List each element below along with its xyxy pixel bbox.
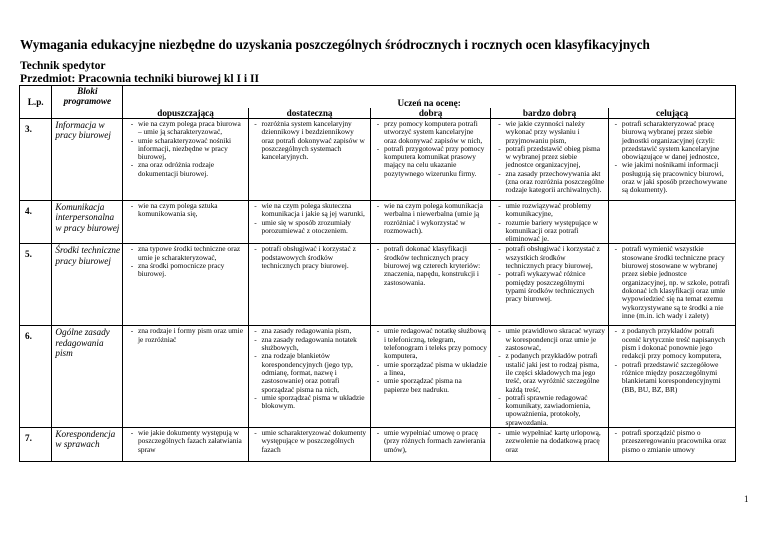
requirement-item: zna środki pomocnicze pracy biurowej. [137,261,225,279]
requirement-item: wie na czym polega komunikacja werbalna i niewerbalna (umie ją rozróżniać i wykorzystać w rozmowach). [383,201,483,235]
bullet-dash: - [130,119,134,128]
requirement-cell [376,244,490,326]
dash-column [609,201,621,244]
bullet-dash: - [254,351,257,361]
requirement-cell [130,428,248,462]
requirement-cell [254,244,370,326]
requirement-cell [376,201,490,244]
requirement-cell [254,326,370,428]
table-row [20,428,736,462]
bullet-dash: - [376,326,380,336]
bullet-dash: - [254,217,257,227]
page-number: 1 [744,494,749,504]
bullet-dash: - [614,244,618,254]
bullet-dash: - [254,201,257,210]
bullet-dash: - [376,359,380,369]
grade-col-header: dostateczną [248,108,371,119]
requirement-item: potrafi scharakteryzować pracę biurową wybranej przez siebie jednostki organizacyjnej (czyli: przedstawić system kancelaryjne obowiązujące w danej jednostce, [621,119,720,162]
row-number: 6. [20,326,52,428]
bullet-dash: - [254,119,257,128]
requirements-table [19,85,736,462]
requirement-cell [130,326,248,428]
requirement-item: umie scharakteryzować dokumenty występujące w poszczególnych fazach [261,428,367,454]
requirement-item: potrafi sporządzić pismo o przeszeregowaniu pracownika oraz pismo o zmianie umowy [621,428,727,454]
row-number: 5. [20,244,52,326]
bullet-dash: - [130,261,134,271]
bullet-dash: - [254,428,257,438]
requirement-item: potrafi wykazywać różnice pomiędzy poszczególnymi typami środków technicznych pracy biurowej. [505,269,595,304]
requirement-item: potrafi przedstawić obieg pisma w wybranej przez siebie jednostce organizacyjnej, [505,143,601,170]
requirement-item: wie jakie dokumenty występują w poszczególnych fazach załatwiania spraw [137,428,242,454]
requirement-cell [376,119,490,201]
bullet-dash: - [376,201,380,210]
requirement-cell [130,119,248,201]
bullet-dash: - [376,143,380,153]
requirement-item: zna zasady redagowania notatek służbowych, [261,334,357,353]
bullet-dash: - [376,119,380,128]
bullet-dash: - [498,428,501,438]
requirement-item: wie na czym polega sztuka komunikowania się, [137,201,218,219]
requirement-item: umie sporządzać pisma w układzie a linea, [383,359,487,377]
grade-col-header: bardzo dobrą [490,108,608,119]
requirement-item: zna oraz odróżnia rodzaje dokumentacji biurowej. [137,160,215,178]
grade-col-header: dopuszczającą [123,108,249,119]
grade-col-header: celującą [609,108,736,119]
row-number: 7. [20,428,52,462]
grade-col-header: dobrą [371,108,490,119]
requirement-cell [614,244,736,326]
bullet-dash: - [498,119,501,128]
requirement-item: potrafi przedstawić szczegółowe różnice między poszczególnymi blankietami korespondencyjnymi (BB, BU, BZ, BR) [621,359,721,394]
requirement-item: rozumie bariery występujące w komunikacji oraz potrafi eliminować je. [505,217,599,244]
requirement-item: wie na czym polega praca biurowa – umie ją scharakteryzować, [137,119,241,137]
bullet-dash: - [376,428,380,438]
requirement-item: umie prawidłowo skracać wyrazy w korespondencji oraz umie je zastosować, [505,326,605,353]
requirement-item: zna typowe środki techniczne oraz umie je scharakteryzować, [137,244,241,262]
requirement-item: zna rodzaje i formy pism oraz umie je rozróżniać [137,326,244,344]
requirement-item: potrafi obsługiwać i korzystać z podstawowych środków technicznych pracy biurowej. [261,244,356,271]
requirement-item: przy pomocy komputera potrafi utworzyć system kancelaryjne oraz dokonywać zapisów w nich, [383,119,483,145]
row-number: 4. [20,201,52,244]
bullet-dash: - [130,326,134,336]
requirement-item: zna zasady przechowywania akt (zna oraz rozróżnia poszczególne rodzaje kategorii archiwalnych). [505,168,605,195]
requirement-cell [621,201,736,244]
bullet-dash: - [130,160,134,170]
requirement-cell [376,428,490,462]
bullet-dash: - [254,244,257,254]
requirement-cell [254,201,370,244]
requirement-cell [130,201,248,244]
bullet-dash: - [498,244,501,254]
block-name: Środki techniczne pracy biurowej [52,244,123,326]
bullet-dash: - [254,326,257,336]
requirement-item: umie wypełniać umowę o pracę (przy różnych formach zawierania umów), [383,428,486,454]
bullet-dash: - [498,201,501,210]
requirement-item: wie jakimi nośnikami informacji posługują się pracownicy biurowi, oraz w jaki sposób przechowywane są dokumenty). [621,160,727,195]
subject-label: Przedmiot: Pracownia techniki biurowej kl I i II [20,72,260,85]
requirement-cell [376,326,490,428]
requirement-cell [254,119,370,201]
bullet-dash: - [130,428,134,438]
block-name: Komunikacja interpersonalna w pracy biurowej [52,201,123,244]
requirement-cell [498,119,608,201]
table-row [20,326,736,428]
requirement-item: wie jakie czynności należy wykonać przy wysłaniu i przyjmowaniu pism, [505,119,585,145]
bullet-dash: - [376,376,380,386]
requirement-item: z podanych przykładów potrafi ustalić jaki jest to rodzaj pisma, ile części składowych ma jego treść, oraz wyróżnić szczególne każdą treść, [505,351,600,394]
requirement-item: umie sporządzać pisma w układzie blokowym. [261,392,365,411]
bullet-dash: - [130,135,134,145]
row-number: 3. [20,119,52,201]
bullet-dash: - [498,351,501,361]
requirement-cell [498,326,608,428]
requirement-cell [614,428,736,462]
requirement-cell [614,119,736,201]
bullet-dash: - [614,359,618,369]
bullet-dash: - [254,334,257,344]
requirement-cell [498,428,608,462]
page-title: Wymagania edukacyjne niezbędne do uzyskania poszczególnych śródrocznych i rocznych ocen klasyfikacyjnych [20,37,650,52]
grade-header: Uczeń na ocenę: [123,86,736,108]
requirement-item: umie sporządzać pisma na papierze bez nadruku. [383,376,462,394]
bullet-dash: - [498,269,501,279]
table-row [20,119,736,201]
bullet-dash: - [498,168,501,178]
requirement-item: wie na czym polega skuteczna komunikacja i jakie są jej warunki, [261,201,365,219]
requirement-cell [498,244,608,326]
requirement-item: potrafi dokonać klasyfikacji środków technicznych pracy biurowej wg czterech kryteriów: znaczenia, napędu, konstrukcji i zastosowania. [383,244,481,287]
requirement-item: umie rozwiązywać problemy komunikacyjne, [505,201,592,219]
requirement-cell [498,201,608,244]
bullet-dash: - [498,217,501,227]
bullet-dash: - [614,428,618,438]
requirement-item: potrafi wymienić wszystkie stosowane środki techniczne pracy biurowej stosowane w wybranej przez siebie jednostce organizacyjnej, np. w szkole, potrafi dokonać ich klasyfikacji oraz umie wypowiedzieć się na temat ezemu wykorzystywane są te środki a nie inne (m.in. ich wady i zalety) [621,244,730,320]
lp-header: L.p. [20,86,52,119]
block-name: Korespondencja w sprawach [52,428,123,462]
bullet-dash: - [130,201,134,210]
bullet-dash: - [614,160,618,170]
requirement-cell [130,244,248,326]
table-row [20,244,736,326]
bullet-dash: - [498,392,501,402]
requirement-item: potrafi sprawnie redagować komunikaty, zawiadomienia, upoważnienia, protokoły, sprawozdania. [505,392,591,427]
blocks-header: Bloki programowe [52,86,123,119]
requirement-item: umie wypełniać kartę urlopową, zezwolenie na dodatkową pracę oraz [505,428,601,454]
bullet-dash: - [376,244,380,254]
table-row [20,201,736,244]
block-name: Informacja w pracy biurowej [52,119,123,201]
requirement-item: umie redagować notatkę służbową i telefoniczną, telegram, telefonogram i teleks przy pomocy komputera, [383,326,487,361]
requirement-item: zna zasady redagowania pism, [261,326,352,336]
requirement-cell [254,428,370,462]
specialty-label: Technik spedytor [20,59,106,72]
requirement-item: zna rodzaje blankietów korespondencyjnych (jego typ, odmianę, format, nazwę i zastosowanie) oraz potrafi sporządzać pisma na nich, [261,351,353,394]
requirement-item: potrafi obsługiwać i korzystać z wszystkich środków technicznych pracy biurowej, [505,244,600,271]
requirement-item: umie scharakteryzować nośniki informacji, niezbędne w pracy biurowej, [137,135,232,162]
requirement-item: z podanych przykładów potrafi ocenić krytycznie treść napisanych pism i dokonać ponownie jego redakcji przy pomocy komputera, [621,326,726,361]
requirement-item: potrafi przygotować przy pomocy komputera komunikat prasowy mający na celu ukazanie pozytywnego wizerunku firmy. [383,143,485,178]
bullet-dash: - [498,326,501,336]
requirement-cell [614,326,736,428]
bullet-dash: - [498,143,501,153]
requirement-item: umie się w sposób zrozumiały porozumiewać z otoczeniem. [261,217,351,235]
requirement-item: rozróżnia system kancelaryjny dziennikowy i bezdziennikowy oraz potrafi dokonywać zapisów w poszczególnych systemach kancelaryjnych. [261,119,365,162]
bullet-dash: - [614,326,618,336]
bullet-dash: - [130,244,134,254]
bullet-dash: - [254,392,257,402]
block-name: Ogólne zasady redagowania pism [52,326,123,428]
bullet-dash: - [614,119,618,128]
